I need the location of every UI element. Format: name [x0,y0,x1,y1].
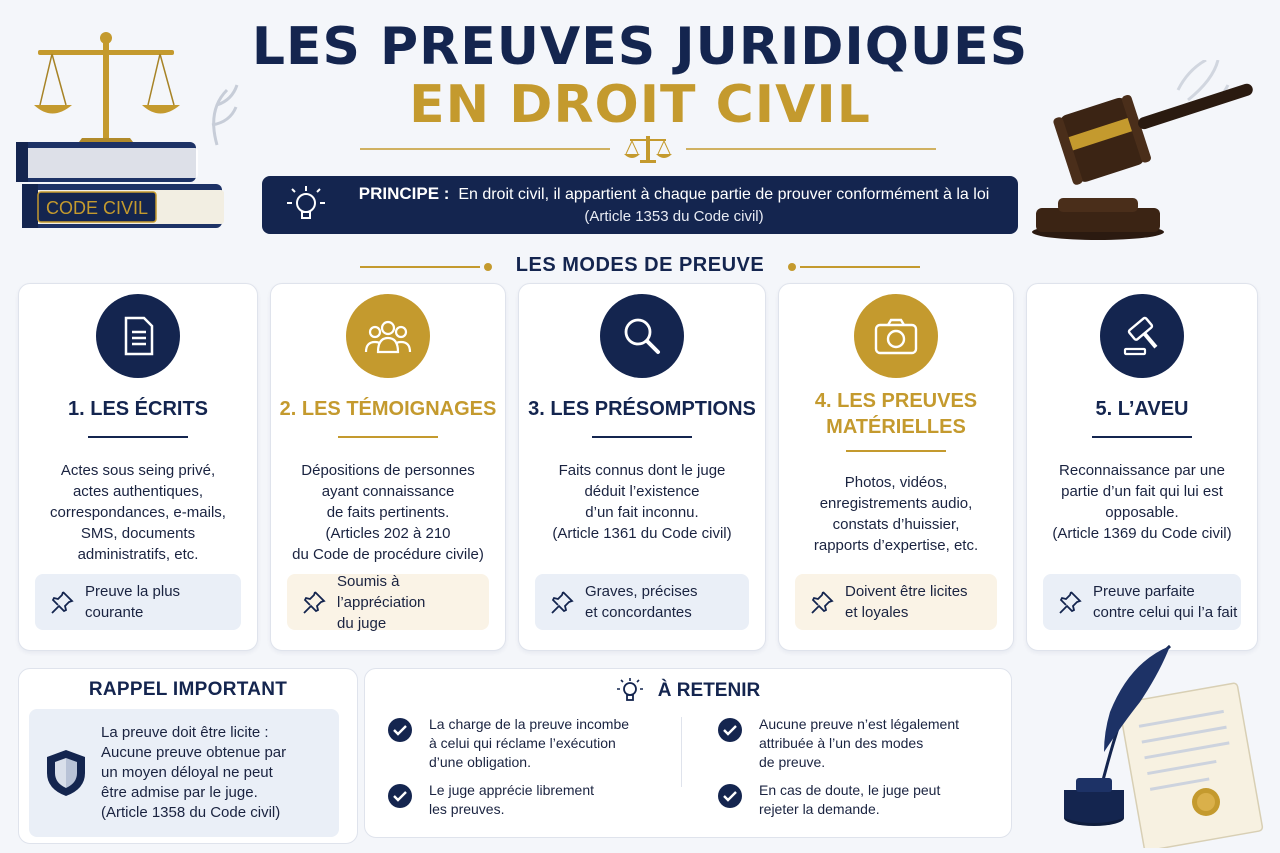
retenir-item: Le juge apprécie librement les preuves. [387,781,594,819]
card-title: 2. LES TÉMOIGNAGES [279,398,497,420]
card-ecrits [18,283,258,651]
card-title: 4. LES PREUVES MATÉRIELLES [814,390,978,438]
pushpin-icon [49,589,75,615]
pushpin-icon [1057,589,1083,615]
lightbulb-icon [282,181,330,229]
title-line-2: EN DROIT CIVIL [409,75,871,135]
card-note: Doivent être licites et loyales [795,574,997,630]
rappel-text: La preuve doit être licite : Aucune preuve obtenue par un moyen déloyal ne peut être admise par le juge. (Article 1358 du Code civil) [101,724,287,821]
card-presomptions [518,283,766,651]
retenir-item: En cas de doute, le juge peut rejeter la demande. [717,781,940,819]
card-description: Dépositions de personnes ayant connaissance de faits pertinents. (Articles 202 à 210 du Code de procédure civile) [292,462,484,563]
check-circle-icon [717,717,743,743]
pushpin-icon [809,589,835,615]
pushpin-icon [549,589,575,615]
check-circle-icon [387,717,413,743]
pushpin-icon [301,589,327,615]
retenir-item: Aucune preuve n’est légalement attribuée à l’un des modes de preuve. [717,715,959,772]
shield-icon [43,747,89,799]
card-description: Photos, vidéos, enregistrements audio, constats d’huissier, rapports d’expertise, etc. [813,474,979,554]
retenir-panel [364,668,1012,838]
card-note: Preuve la plus courante [35,574,241,630]
card-description: Reconnaissance par une partie d’un fait qui lui est opposable. (Article 1369 du Code civil) [1052,462,1232,542]
card-description: Faits connus dont le juge déduit l’existence d’un fait inconnu. (Article 1361 du Code civil) [552,462,732,542]
principe-banner [262,176,1018,234]
people-icon [363,314,413,358]
rappel-title: RAPPEL IMPORTANT [88,679,288,700]
card-aveu [1026,283,1258,651]
quill-and-scroll-illustration [1040,642,1270,848]
card-note: Soumis à l’appréciation du juge [287,574,489,630]
section-title: LES MODES DE PREUVE [515,254,765,276]
card-note: Graves, précises et concordantes [535,574,749,630]
card-description: Actes sous seing privé, actes authentiques, correspondances, e-mails, SMS, documents administratifs, etc. [50,462,226,563]
card-note: Preuve parfaite contre celui qui l’a fait [1043,574,1241,630]
card-preuves-materielles [778,283,1014,651]
principe-text: En droit civil, il appartient à chaque partie de prouver conformément à la loi [458,185,990,203]
check-circle-icon [717,783,743,809]
principe-label: PRINCIPE : [358,183,450,203]
book-label: CODE CIVIL [45,198,149,218]
magnifier-icon [619,313,665,359]
header [0,18,1280,134]
card-title: 5. L’AVEU [1095,398,1189,420]
check-circle-icon [387,783,413,809]
document-icon [116,314,160,358]
retenir-item: La charge de la preuve incombe à celui qui réclame l’exécution d’une obligation. [387,715,629,772]
title-line-1: LES PREUVES JURIDIQUES [251,17,1029,77]
gavel-icon [1119,313,1165,359]
principe-ref: (Article 1353 du Code civil) [584,207,764,225]
card-temoignages [270,283,506,651]
camera-icon [872,315,920,357]
retenir-title: À RETENIR [657,680,761,701]
scale-divider-icon [360,132,936,166]
section-heading [360,254,920,280]
lightbulb-icon [616,677,644,705]
card-title: 1. LES ÉCRITS [67,398,209,420]
rappel-panel [18,668,358,844]
card-title: 3. LES PRÉSOMPTIONS [528,398,756,420]
